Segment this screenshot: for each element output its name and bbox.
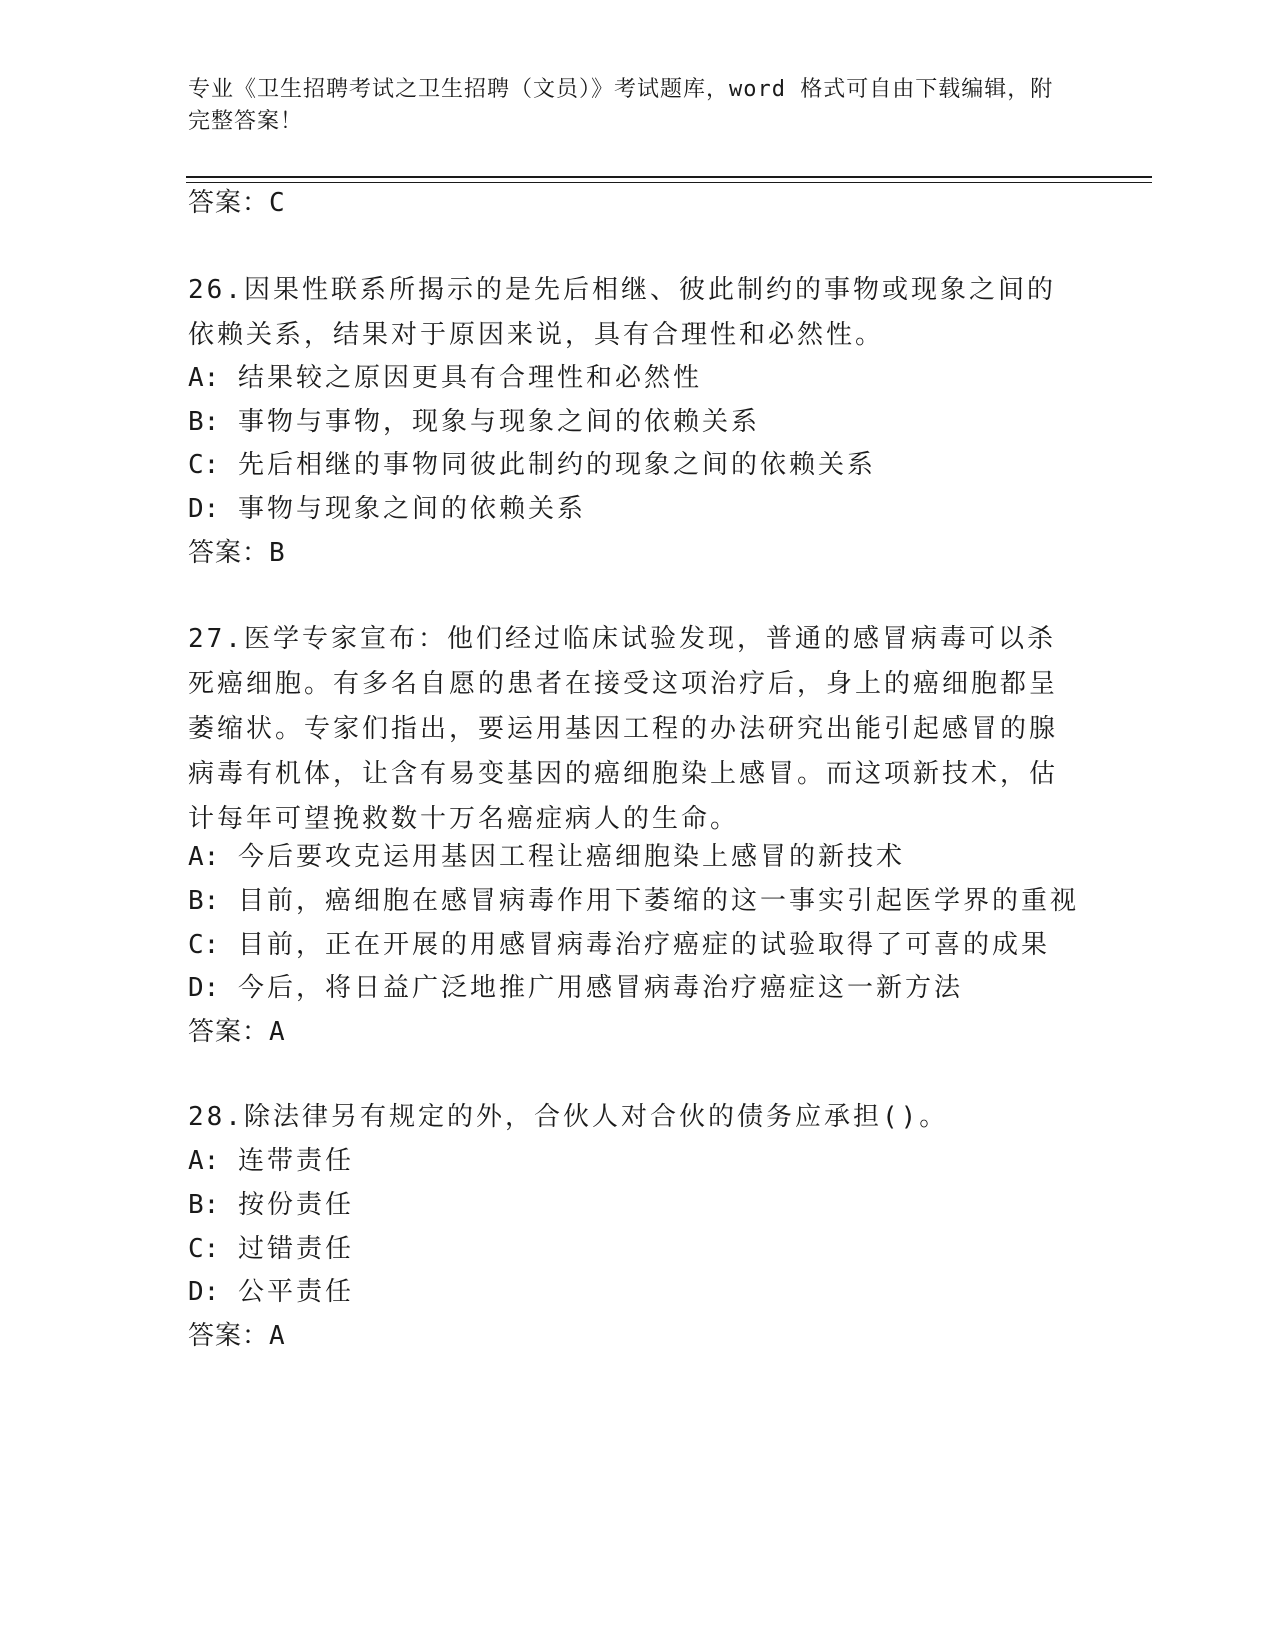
option-label: B:	[188, 886, 220, 916]
answer-value: A	[269, 1017, 286, 1047]
option-text: 今后，将日益广泛地推广用感冒病毒治疗癌症这一新方法	[237, 973, 963, 1003]
option-label: C:	[188, 450, 220, 480]
option-item	[188, 494, 1088, 524]
question-text: 因果性联系所揭示的是先后相继、彼此制约的事物或现象之间的依赖关系，结果对于原因来说，具有合理性和必然性。	[188, 275, 1056, 350]
option-item	[188, 450, 1088, 480]
option-label: A:	[188, 363, 220, 393]
answer-value: A	[269, 1321, 286, 1351]
option-label: D:	[188, 494, 220, 524]
answer-line	[188, 188, 286, 218]
option-item	[188, 842, 1088, 872]
question-number: 27.	[188, 624, 244, 654]
option-item	[188, 363, 1088, 393]
option-label: D:	[188, 973, 220, 1003]
option-text: 结果较之原因更具有合理性和必然性	[237, 363, 702, 393]
option-item	[188, 1277, 1088, 1307]
option-item	[188, 973, 1088, 1003]
option-text: 先后相继的事物同彼此制约的现象之间的依赖关系	[237, 450, 876, 480]
question-text: 医学专家宣布：他们经过临床试验发现，普通的感冒病毒可以杀死癌细胞。有多名自愿的患者在接受这项治疗后，身上的癌细胞都呈萎缩状。专家们指出，要运用基因工程的办法研究出能引起感冒的腺病毒有机体，让含有易变基因的癌细胞染上感冒。而这项新技术，估计每年可望挽救数十万名癌症病人的生命。	[188, 624, 1059, 834]
answer-value: C	[269, 188, 286, 218]
question-stem	[188, 1095, 1078, 1140]
option-label: D:	[188, 1277, 220, 1307]
answer-line	[188, 1321, 286, 1351]
option-item	[188, 1146, 1088, 1176]
answer-label: 答案：	[188, 188, 270, 218]
option-text: 今后要攻克运用基因工程让癌细胞染上感冒的新技术	[237, 842, 905, 872]
option-text: 事物与事物，现象与现象之间的依赖关系	[237, 407, 760, 437]
header-divider-thick	[186, 176, 1152, 178]
answer-label: 答案：	[188, 1017, 270, 1047]
question-number: 26.	[188, 275, 244, 305]
option-text: 连带责任	[237, 1146, 354, 1176]
option-label: C:	[188, 930, 220, 960]
question-stem	[188, 268, 1078, 358]
option-text: 目前，正在开展的用感冒病毒治疗癌症的试验取得了可喜的成果	[237, 930, 1050, 960]
header-divider-thin	[186, 182, 1152, 183]
answer-label: 答案：	[188, 1321, 270, 1351]
option-item	[188, 1190, 1088, 1220]
answer-value: B	[269, 538, 286, 568]
question-number: 28.	[188, 1102, 244, 1132]
option-item	[188, 407, 1088, 437]
option-text: 过错责任	[237, 1234, 354, 1264]
option-label: B:	[188, 407, 220, 437]
option-label: A:	[188, 1146, 220, 1176]
answer-label: 答案：	[188, 538, 270, 568]
option-item	[188, 886, 1088, 916]
question-text: 除法律另有规定的外，合伙人对合伙的债务应承担()。	[243, 1102, 949, 1132]
answer-line	[188, 538, 286, 568]
option-text: 事物与现象之间的依赖关系	[237, 494, 586, 524]
option-item	[188, 1234, 1088, 1264]
option-label: B:	[188, 1190, 220, 1220]
option-item	[188, 930, 1088, 960]
answer-line	[188, 1017, 286, 1047]
document-header: 专业《卫生招聘考试之卫生招聘（文员）》考试题库，word 格式可自由下载编辑，附完整答案！	[188, 77, 1054, 134]
option-text: 目前，癌细胞在感冒病毒作用下萎缩的这一事实引起医学界的重视	[237, 886, 1079, 916]
option-label: A:	[188, 842, 220, 872]
option-text: 按份责任	[237, 1190, 354, 1220]
question-stem	[188, 617, 1078, 842]
option-label: C:	[188, 1234, 220, 1264]
option-text: 公平责任	[237, 1277, 354, 1307]
